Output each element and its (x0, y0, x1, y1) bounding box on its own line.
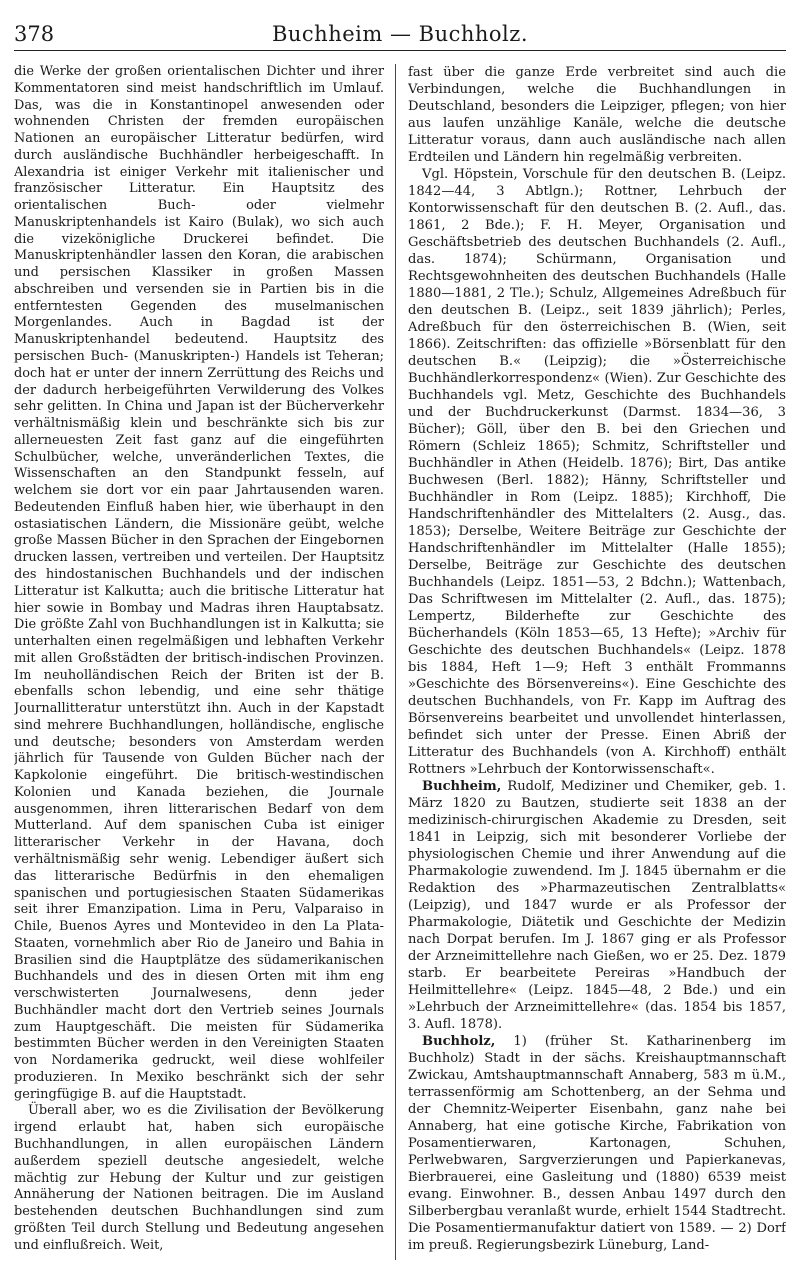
page-header (14, 22, 786, 52)
paragraph: Überall aber, wo es die Zivilisation der Bevölkerung irgend erlaubt hat, haben sich europäische Buchhandlungen, in allen europäischen Ländern außerdem speziell deutsche angesiedelt, welche mächtig zur Hebung der Kultur und zur geistigen Annäherung der Nationen beitragen. Die im Ausland bestehenden deutschen Buchhandlungen sind zum größten Teil durch Stellung und Bedeutung angesehen und einflußreich. Weit, (14, 1103, 384, 1253)
header-rule (14, 50, 786, 51)
left-column (14, 64, 384, 1260)
entry-buchheim (408, 778, 786, 1033)
paragraph: fast über die ganze Erde verbreitet sind auch die Verbindungen, welche die Buchhandlungen in Deutschland, besonders die Leipziger, pflegen; von hier aus laufen unzählige Kanäle, welche die deutsche Litteratur voraus, dann auch ausländische nach allen Erdteilen und Ländern hin regelmäßig verbreiten. (408, 65, 786, 165)
headword: Buchholz, (422, 1034, 496, 1049)
entry-buchholz (408, 1033, 786, 1254)
running-head: Buchheim — Buchholz. (271, 22, 529, 46)
column-divider (395, 64, 396, 1260)
bibliography-paragraph: Vgl. Höpstein, Vorschule für den deutschen B. (Leipz. 1842—44, 3 Abtlgn.); Rottner, Lehrbuch der Kontorwissenschaft für den deutschen B. (2. Aufl., das. 1861, 2 Bde.); F. H. Meyer, Organisation und Geschäftsbetrieb des deutschen Buchhandels (2. Aufl., das. 1874); Schürmann, Organisation und Rechtsgewohnheiten des deutschen Buchhandels (Halle 1880—1881, 2 Tle.); Schulz, Allgemeines Adreßbuch für den deutschen B. (Leipz., seit 1839 jährlich); Perles, Adreßbuch für den österreichischen B. (Wien, seit 1866). Zeitschriften: das offizielle »Börsenblatt für den deutschen B.« (Leipzig); die »Österreichische Buchhändlerkorrespondenz« (Wien). Zur Geschichte des Buchhandels vgl. Metz, Geschichte des Buchhandels und der Buchdruckerkunst (Darmst. 1834—36, 3 Bücher); Göll, über den B. bei den Griechen und Römern (Schleiz 1865); Schmitz, Schriftsteller und Buchhändler in Athen (Heidelb. 1876); Birt, Das antike Buchwesen (Berl. 1882); Hänny, Schriftsteller und Buchhändler in Rom (Leipz. 1885); Kirchhoff, Die Handschriftenhändler des Mittelalters (2. Ausg., das. 1853); Derselbe, Weitere Beiträge zur Geschichte der Handschriftenhändler im Mittelalter (Halle 1855); Derselbe, Beiträge zur Geschichte des deutschen Buchhandels (Leipz. 1851—53, 2 Bdchn.); Wattenbach, Das Schriftwesen im Mittelalter (2. Aufl., das. 1875); Lempertz, Bilderhefte zur Geschichte des Bücherhandels (Köln 1853—65, 13 Hefte); »Archiv für Geschichte des deutschen Buchhandels« (Leipz. 1878 bis 1884, Heft 1—9; Heft 3 enthält Frommanns »Geschichte des Börsenvereins«). Eine Geschichte des deutschen Buchhandels, von Fr. Kapp im Auftrag des Börsenvereins bearbeitet und unvollendet hinterlassen, befindet sich unter der Presse. Einen Abriß der Litteratur des Buchhandels (von A. Kirchhoff) enthält Rottners »Lehrbuch der Kontorwissenschaft«. (408, 167, 786, 777)
entry-text: Rudolf, Mediziner und Chemiker, geb. 1. März 1820 zu Bautzen, studierte seit 1838 an der medizinisch-chirurgischen Akademie zu Dresden, seit 1841 in Leipzig, sich mit besonderer Vorliebe der physiologischen Chemie und ihrer Anwendung auf die Pharmakologie zuwendend. Im J. 1845 übernahm er die Redaktion des »Pharmazeutischen Zentralblatts« (Leipzig), und 1847 wurde er als Professor der Pharmakologie, Diätetik und Geschichte der Medizin nach Dorpat berufen. Im J. 1867 ging er als Professor der Arzneimittellehre nach Gießen, wo er 25. Dez. 1879 starb. Er bearbeitete Pereiras »Handbuch der Heilmittellehre« (Leipz. 1845—48, 2 Bde.) und ein »Lehrbuch der Arzneimittellehre« (das. 1854 bis 1857, 3. Aufl. 1878). (408, 779, 786, 1032)
headword: Buchheim, (422, 779, 502, 794)
paragraph: die Werke der großen orientalischen Dichter und ihrer Kommentatoren sind meist handschriftlich im Umlauf. Das, was die in Konstantinopel anwesenden oder wohnenden Christen der fremden europäischen Nationen an europäischer Litteratur bedürfen, wird durch ausländische Buchhändler herbeigeschafft. In Alexandria ist einiger Verkehr mit italienischer und französischer Litteratur. Ein Hauptsitz des orientalischen Buch- oder vielmehr Manuskriptenhandels ist Kairo (Bulak), wo sich auch die vizekönigliche Druckerei befindet. Die Manuskriptenhändler lassen den Koran, die arabischen und persischen Klassiker in großen Massen abschreiben und versenden sie in Partien bis in die entferntesten Gegenden des muselmanischen Morgenlandes. Auch in Bagdad ist der Manuskriptenhandel bedeutend. Hauptsitz des persischen Buch- (Manuskripten-) Handels ist Teheran; doch hat er unter der innern Zerrüttung des Reichs und der dadurch herbeigeführten Verwilderung des Volkes sehr gelitten. In China und Japan ist der Bücherverkehr verhältnismäßig klein und beschränkte sich bis zur allerneuesten Zeit fast ganz auf die eingeführten Schulbücher, welche, unveränderlichen Textes, die Wissenschaften an den Standpunkt fesseln, auf welchem sie dort vor ein paar Jahrtausenden waren. Bedeutenden Einfluß haben hier, wie überhaupt in den ostasiatischen Ländern, die Missionäre geübt, welche große Massen Bücher in den Sprachen der Eingebornen drucken lassen, vertreiben und verteilen. Der Hauptsitz des hindostanischen Buchhandels und der indischen Litteratur ist Kalkutta; auch die britische Litteratur hat hier sowie in Bombay und Madras ihren Hauptabsatz. Die größte Zahl von Buchhandlungen ist in Kalkutta; sie unterhalten einen regelmäßigen und lebhaften Verkehr mit allen Großstädten der britisch-indischen Provinzen. Im neuholländischen Reich der Briten ist der B. ebenfalls schon lebendig, und eine sehr thätige Journallitteratur unterstützt ihn. Auch in der Kapstadt sind mehrere Buchhandlungen, holländische, englische und deutsche; besonders von Amsterdam werden jährlich für Tausende von Gulden Bücher nach der Kapkolonie eingeführt. Die britisch-westindischen Kolonien und Kanada beziehen, die Journale ausgenommen, ihren litterarischen Bedarf von dem Mutterland. Auf dem spanischen Cuba ist einiger litterarischer Verkehr in der Havana, doch verhältnismäßig sehr wenig. Lebendiger äußert sich das litterarische Bedürfnis in den ehemaligen spanischen und portugiesischen Staaten Südamerikas seit ihrer Emanzipation. Lima in Peru, Valparaiso in Chile, Buenos Ayres und Montevideo in den La Plata-Staaten, vornehmlich aber Rio de Janeiro und Bahia in Brasilien sind die Hauptplätze des südamerikanischen Buchhandels und des in diesen Orten mit ihm eng verschwisterten Journalwesens, denn jeder Buchhändler macht dort den Vertrieb seines Journals zum Hauptgeschäft. Die meisten für Südamerika bestimmten Bücher werden in den Vereinigten Staaten von Nordamerika gedruckt, weil diese wohlfeiler produzieren. In Mexiko beschränkt sich der sehr geringfügige B. auf die Hauptstadt. (14, 64, 384, 1102)
entry-text: 1) (früher St. Katharinenberg im Buchholz) Stadt in der sächs. Kreishauptmannschaft Zwickau, Amtshauptmannschaft Annaberg, 583 m ü.M., terrassenförmig am Schottenberg, an der Sehma und der Chemnitz-Weiperter Eisenbahn, ganz nahe bei Annaberg, hat eine gotische Kirche, Fabrikation von Posamentierwaren, Kartonagen, Schuhen, Perlwebwaren, Sargverzierungen und Papierkanevas, Bierbrauerei, eine Gasleitung und (1880) 6539 meist evang. Einwohner. B., dessen Anbau 1497 durch den Silberbergbau veranlaßt wurde, erhielt 1544 Stadtrecht. Die Posamentiermanufaktur datiert von 1589. — 2) Dorf im preuß. Regierungsbezirk Lüneburg, Land- (408, 1034, 786, 1253)
page-number: 378 (14, 22, 55, 46)
right-column (408, 64, 786, 1260)
